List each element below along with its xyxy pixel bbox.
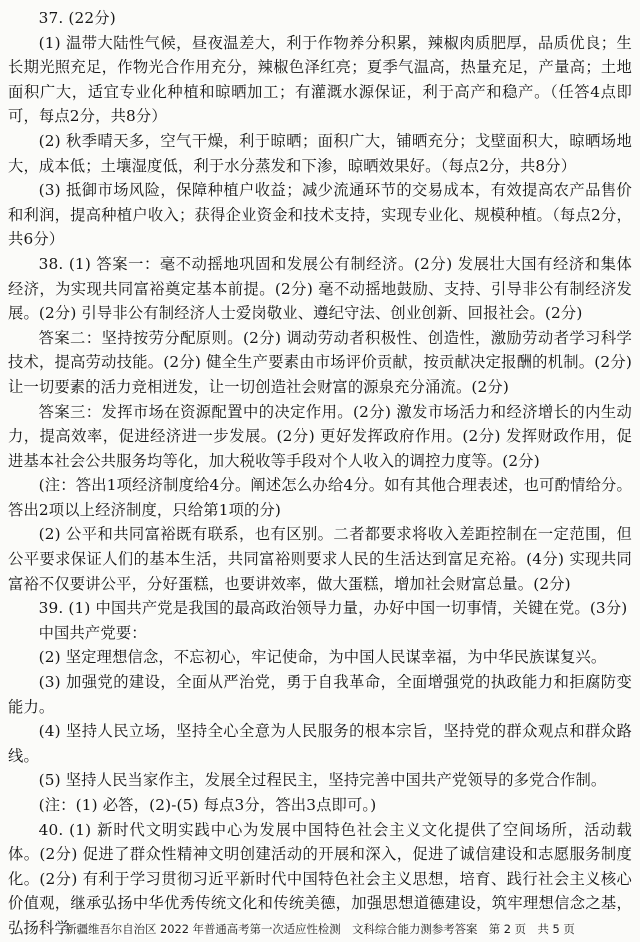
- q39-part5: (5) 坚持人民当家作主，发展全过程民主，坚持完善中国共产党领导的多党合作制。: [38, 771, 607, 790]
- q38-scoring-note: (注：答出1项经济制度给4分。阐述怎么办给4分。如有其他合理表述，也可酌情给分。答出2项以上经济制度，只给第1项的分): [8, 476, 632, 519]
- q38-answer-three: 答案三：发挥市场在资源配置中的决定作用。(2分) 激发市场活力和经济增长的内生动力，提高效率，促进经济进一步发展。(2分) 更好发挥政府作用。(2分) 发挥财政作用，促进基本社会公共服务均等化，加大税收等手段对个人收入的调控力度等。(2分): [8, 402, 632, 470]
- answer-document: [8, 6, 632, 941]
- q39-part1: 39. (1) 中国共产党是我国的最高政治领导力量，办好中国一切事情，关键在党。(3分): [38, 599, 628, 618]
- q37-heading: 37. (22分): [38, 9, 116, 27]
- q39-part2: (2) 坚定理想信念，不忘初心，牢记使命，为中国人民谋幸福，为中华民族谋复兴。: [38, 648, 607, 667]
- page-footer: 新疆维吾尔自治区 2022 年普通高考第一次适应性检测 文科综合能力测参考答案 第 2 页 共 5 页: [65, 922, 575, 936]
- q38-part2: (2) 公平和共同富裕既有联系，也有区别。二者都要求将收入差距控制在一定范围，但公平要求保证人们的基本生活，共同富裕则要求人民的生活达到富足充裕。(4分) 实现共同富裕不仅要讲公平，分好蛋糕，也要讲效率，做大蛋糕，增加社会财富总量。(2分): [8, 525, 632, 593]
- q38-answer-two: 答案二：坚持按劳分配原则。(2分) 调动劳动者积极性、创造性，激励劳动者学习科学技术，提高劳动技能。(2分) 健全生产要素由市场评价贡献，按贡献决定报酬的机制。(2分) 让一切要素的活力竞相迸发，让一切创造社会财富的源泉充分涌流。(2分): [8, 328, 632, 396]
- q39-intro: 中国共产党要：: [38, 623, 147, 642]
- q39-part3: (3) 加强党的建设，全面从严治党，勇于自我革命，全面增强党的执政能力和拒腐防变能力。: [8, 673, 632, 716]
- q40-part1: 40. (1) 新时代文明实践中心为发展中国特色社会主义文化提供了空间场所，活动载体。(2分) 促进了群众性精神文明创建活动的开展和深入，促进了诚信建设和志愿服务制度化。(2分) 有利于学习贯彻习近平新时代中国特色社会主义思想，培育、践行社会主义核心价值观，继承弘扬中华优秀传统文化和传统美德，加强思想道德建设，筑牢理想信念之基，弘扬科学: [8, 820, 632, 937]
- q39-part4: (4) 坚持人民立场，坚持全心全意为人民服务的根本宗旨，坚持党的群众观点和群众路线。: [8, 722, 632, 765]
- q38-answer-one: 38. (1) 答案一：毫不动摇地巩固和发展公有制经济。(2分) 发展壮大国有经济和集体经济，为实现共同富裕奠定基本前提。(2分) 毫不动摇地鼓励、支持、引导非公有制经济发展。(2分) 引导非公有制经济人士爱岗敬业、遵纪守法、创业创新、回报社会。(2分): [8, 254, 632, 323]
- q37-part1: (1) 温带大陆性气候，昼夜温差大，利于作物养分积累，辣椒肉质肥厚，品质优良；生长期光照充足，作物光合作用充分，辣椒色泽红亮；夏季气温高，热量充足，产量高；土地面积广大，适宜专业化种植和晾晒加工；有灌溉水源保证，利于高产和稳产。（任答4点即可，每点2分，共8分）: [8, 33, 632, 126]
- q37-part2: (2) 秋季晴天多，空气干燥，利于晾晒；面积广大，铺晒充分；戈壁面积大，晾晒场地大，成本低；土壤湿度低，利于水分蒸发和下渗，晾晒效果好。（每点2分，共8分）: [8, 131, 632, 175]
- q37-part3: (3) 抵御市场风险，保障种植户收益；减少流通环节的交易成本，有效提高农产品售价和利润，提高种植户收入；获得企业资金和技术支持，实现专业化、规模种植。（每点2分，共6分）: [8, 181, 632, 249]
- q39-scoring-note: (注：(1) 必答，(2)-(5) 每点3分，答出3点即可。): [38, 796, 377, 814]
